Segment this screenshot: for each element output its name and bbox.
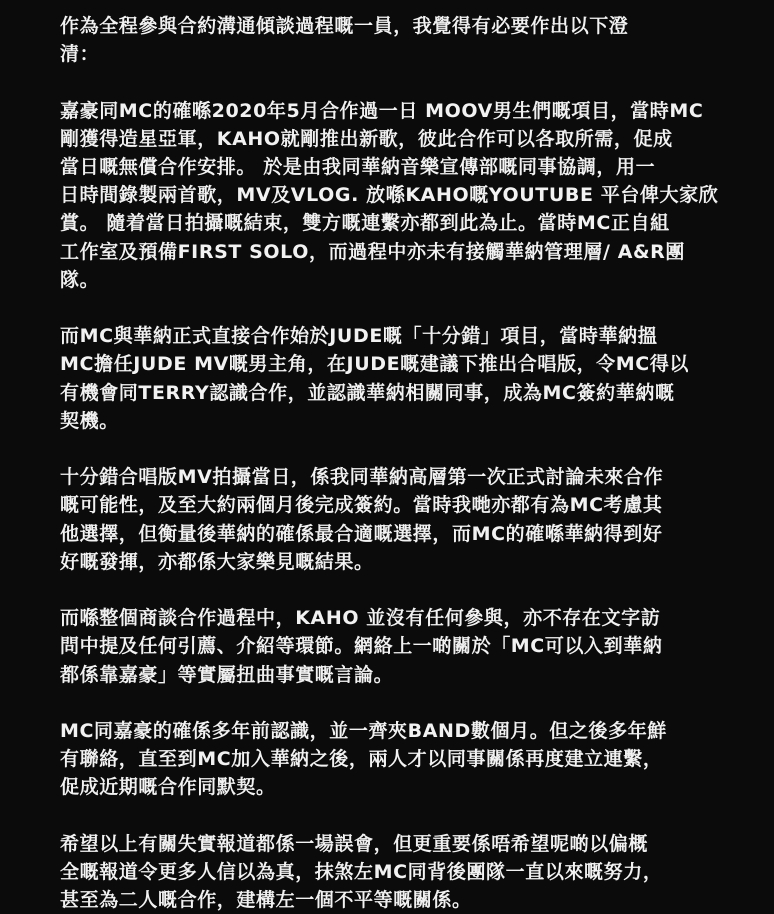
paragraph-kaho-not-involved: 而喺整個商談合作過程中，KAHO 並沒有任何參與，亦不存在文字訪 問中提及任何引薦、介紹等環節。網絡上一啲關於「MC可以入到華納 都係靠嘉豪」等實屬扭曲事實嘅言論。 bbox=[60, 607, 663, 686]
statement-text bbox=[60, 12, 750, 914]
paragraph-signing: 十分錯合唱版MV拍攝當日，係我同華納高層第一次正式討論未來合作 嘅可能性，及至大約兩個月後完成簽約。當時我哋亦都有為MC考慮其 他選擇，但衡量後華納的確係最合適嘅選擇，而MC的確喺華納得到好 好嘅發揮，亦都係大家樂見嘅結果。 bbox=[60, 466, 664, 573]
paragraph-intro: 作為全程參與合約溝通傾談過程嘅一員，我覺得有必要作出以下澄 清： bbox=[60, 15, 629, 66]
paragraph-moov-collaboration: 嘉豪同MC的確喺2020年5月合作過一日 MOOV男生們嘅項目，當時MC 剛獲得造星亞軍，KAHO就剛推出新歌，彼此合作可以各取所需，促成 當日嘅無償合作安排。 於是由我同華納音樂宣傳部嘅同事協調，用一 日時間錄製兩首歌，MV及VLOG. 放喺KAHO嘅YOUTUBE 平台俾大家欣 賞。 隨着當日拍攝嘅結束，雙方嘅連繫亦都到此為止。當時MC正自組 工作室及預備FIRST SOLO，而過程中亦未有接觸華納管理層/ A&R團 隊。 bbox=[60, 99, 719, 291]
paragraph-band-history: MC同嘉豪的確係多年前認識，並一齊夾BAND數個月。但之後多年鮮 有聯絡，直至到MC加入華納之後，兩人才以同事關係再度建立連繫， 促成近期嘅合作同默契。 bbox=[60, 720, 667, 799]
paragraph-jude-project: 而MC與華納正式直接合作始於JUDE嘅「十分錯」項目，當時華納搵 MC擔任JUDE MV嘅男主角，在JUDE嘅建議下推出合唱版，令MC得以 有機會同TERRY認識合作，並認識華納相關同事，成為MC簽約華納嘅 契機。 bbox=[60, 325, 690, 432]
paragraph-conclusion: 希望以上有關失實報道都係一場誤會，但更重要係唔希望呢啲以偏概 全嘅報道令更多人信以為真，抹煞左MC同背後團隊一直以來嘅努力， 甚至為二人嘅合作，建構左一個不平等嘅關係。 bbox=[60, 832, 663, 912]
